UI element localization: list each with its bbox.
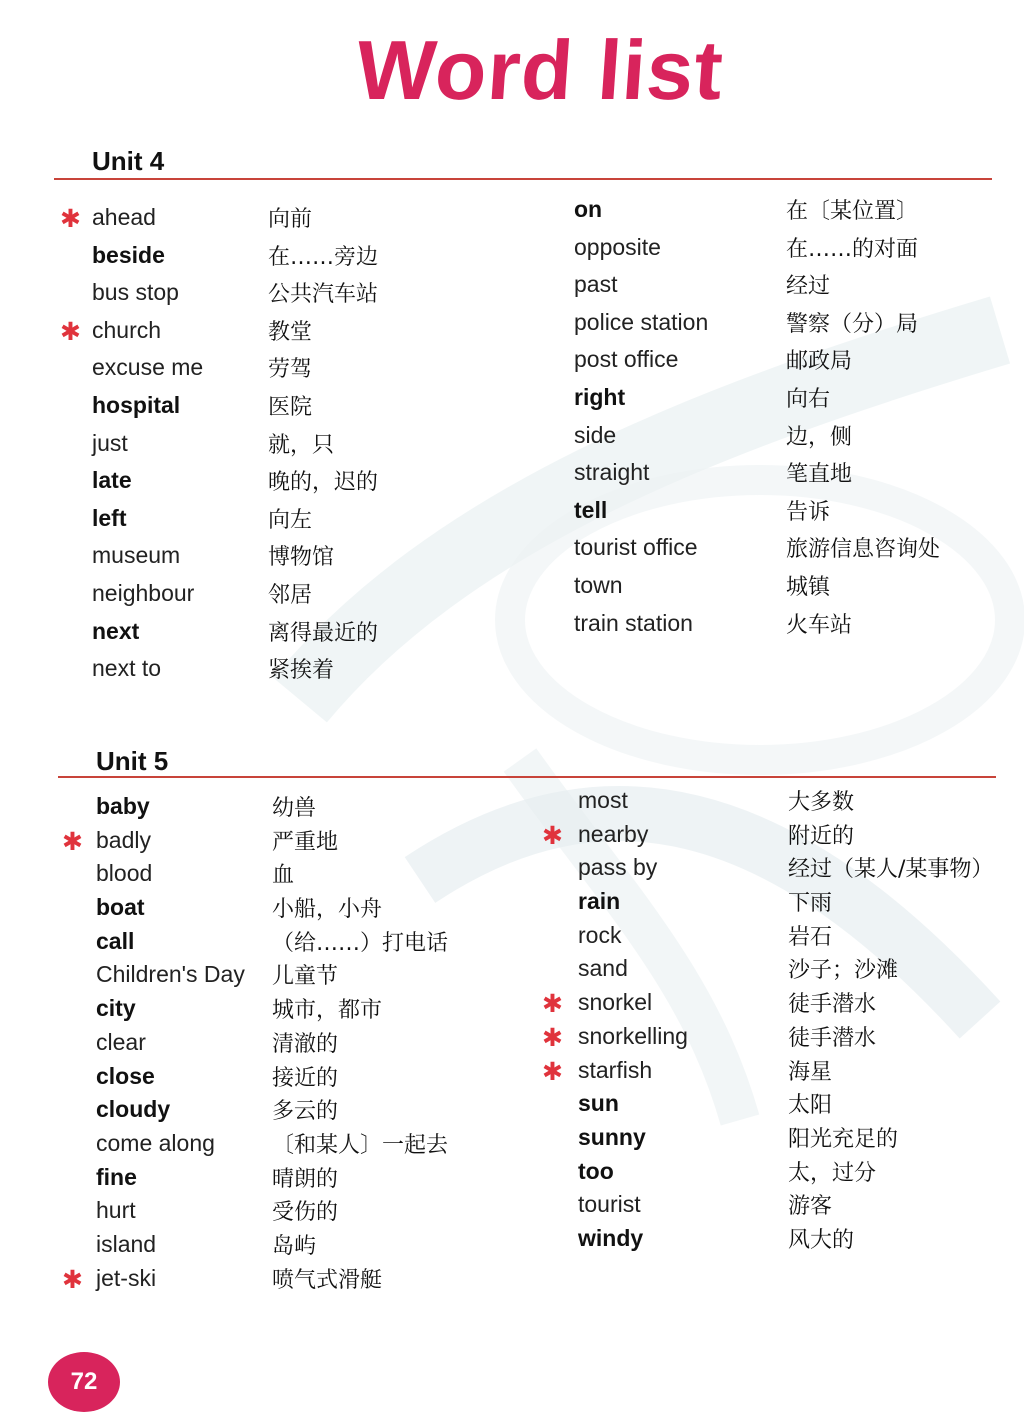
word-meaning: 经过 bbox=[786, 274, 831, 300]
word-text: most bbox=[578, 787, 628, 813]
word-text: snorkelling bbox=[578, 1022, 688, 1049]
unit-heading: Unit 4 bbox=[92, 146, 165, 176]
word-text: museum bbox=[92, 542, 181, 569]
star-icon: ✱ bbox=[62, 826, 83, 856]
word-text: sunny bbox=[578, 1123, 646, 1150]
word-text: just bbox=[92, 429, 128, 456]
word-meaning: 城市，都市 bbox=[272, 998, 383, 1024]
word-text: opposite bbox=[574, 233, 661, 260]
word-meaning: 岛屿 bbox=[272, 1233, 317, 1259]
word-text: boat bbox=[96, 894, 145, 921]
star-icon: ✱ bbox=[542, 1056, 563, 1086]
word-text: ahead bbox=[92, 204, 156, 230]
word-meaning: 清澈的 bbox=[272, 1031, 339, 1057]
star-icon: ✱ bbox=[60, 316, 81, 346]
word-meaning: 向前 bbox=[268, 207, 313, 232]
word-text: hospital bbox=[92, 391, 181, 418]
word-meaning: 海星 bbox=[788, 1059, 833, 1085]
word-meaning: 下雨 bbox=[788, 891, 833, 917]
word-meaning: 严重地 bbox=[272, 829, 339, 855]
word-meaning: 向左 bbox=[268, 507, 313, 533]
word-meaning: （给……）打电话 bbox=[272, 930, 449, 956]
word-text: straight bbox=[574, 459, 650, 486]
word-text: cloudy bbox=[96, 1096, 171, 1123]
word-text: neighbour bbox=[92, 579, 195, 606]
word-meaning: 沙子；沙滩 bbox=[788, 958, 899, 984]
word-text: snorkel bbox=[578, 989, 653, 1016]
word-meaning: 小船，小舟 bbox=[272, 897, 383, 923]
word-meaning: 劳驾 bbox=[268, 357, 313, 383]
word-text: close bbox=[96, 1062, 155, 1089]
word-text: right bbox=[574, 383, 626, 410]
word-text: blood bbox=[96, 860, 153, 887]
star-icon: ✱ bbox=[60, 204, 81, 233]
star-icon: ✱ bbox=[542, 989, 563, 1019]
word-meaning: 徒手潜水 bbox=[788, 992, 877, 1018]
word-meaning: 笔直地 bbox=[786, 462, 853, 488]
word-meaning: 风大的 bbox=[788, 1227, 855, 1253]
word-meaning: 幼兽 bbox=[272, 796, 317, 821]
word-meaning: 附近的 bbox=[788, 823, 855, 849]
word-meaning: 儿童节 bbox=[272, 964, 339, 990]
word-text: tell bbox=[574, 496, 608, 523]
word-text: Children's Day bbox=[96, 961, 245, 988]
word-meaning: 就，只 bbox=[268, 432, 335, 458]
word-text: baby bbox=[96, 793, 150, 819]
word-text: side bbox=[574, 421, 617, 448]
word-meaning: 医院 bbox=[268, 394, 313, 420]
word-text: tourist bbox=[578, 1191, 641, 1218]
word-meaning: 在……的对面 bbox=[786, 236, 919, 262]
word-text: pass by bbox=[578, 854, 658, 881]
word-text: city bbox=[96, 995, 136, 1022]
word-text: next bbox=[92, 617, 140, 644]
word-text: tourist office bbox=[574, 534, 698, 561]
word-text: town bbox=[574, 571, 623, 598]
word-meaning: 受伤的 bbox=[272, 1200, 339, 1226]
word-meaning: 接近的 bbox=[272, 1065, 339, 1091]
word-meaning: 旅游信息咨询处 bbox=[786, 537, 941, 563]
word-meaning: 经过（某人/某事物） bbox=[788, 857, 994, 883]
word-text: beside bbox=[92, 241, 165, 268]
word-text: call bbox=[96, 927, 135, 954]
word-meaning: 太，过分 bbox=[788, 1160, 877, 1186]
word-meaning: 告诉 bbox=[786, 499, 831, 525]
word-text: past bbox=[574, 271, 618, 298]
word-meaning: 博物馆 bbox=[268, 545, 335, 571]
word-text: windy bbox=[578, 1224, 644, 1251]
word-text: starfish bbox=[578, 1056, 653, 1083]
word-meaning: 离得最近的 bbox=[268, 620, 379, 646]
page-number: 72 bbox=[48, 1352, 120, 1412]
word-text: badly bbox=[96, 826, 151, 853]
word-meaning: 游客 bbox=[788, 1194, 833, 1220]
word-text: fine bbox=[96, 1163, 137, 1190]
word-text: island bbox=[96, 1230, 157, 1257]
section-rule bbox=[54, 178, 992, 180]
word-text: rock bbox=[578, 921, 622, 948]
word-text: excuse me bbox=[92, 354, 204, 381]
word-meaning: 血 bbox=[272, 863, 295, 889]
word-meaning: 〔和某人〕一起去 bbox=[272, 1132, 449, 1158]
word-meaning: 阳光充足的 bbox=[788, 1126, 899, 1152]
word-meaning: 晴朗的 bbox=[272, 1166, 339, 1192]
word-text: come along bbox=[96, 1129, 215, 1156]
word-text: hurt bbox=[96, 1197, 136, 1224]
word-meaning: 晚的，迟的 bbox=[268, 470, 379, 496]
word-meaning: 边，侧 bbox=[786, 424, 853, 450]
word-meaning: 太阳 bbox=[788, 1093, 833, 1119]
word-meaning: 教堂 bbox=[268, 319, 313, 345]
word-meaning: 邻居 bbox=[268, 582, 313, 608]
word-meaning: 在……旁边 bbox=[268, 244, 379, 270]
word-meaning: 警察（分）局 bbox=[786, 311, 919, 337]
section-rule bbox=[58, 776, 996, 778]
word-text: clear bbox=[96, 1028, 146, 1055]
word-text: train station bbox=[574, 609, 693, 636]
word-text: rain bbox=[578, 888, 621, 915]
word-text: church bbox=[92, 316, 162, 343]
word-meaning: 多云的 bbox=[272, 1099, 339, 1125]
word-text: post office bbox=[574, 346, 679, 373]
word-meaning: 紧挨着 bbox=[268, 658, 335, 684]
word-meaning: 大多数 bbox=[788, 790, 855, 815]
word-meaning: 火车站 bbox=[786, 612, 853, 638]
word-meaning: 向右 bbox=[786, 386, 831, 412]
page-title: Word list bbox=[353, 23, 727, 117]
word-text: nearby bbox=[578, 820, 649, 847]
word-text: bus stop bbox=[92, 279, 179, 306]
word-text: sand bbox=[578, 955, 628, 982]
word-meaning: 在〔某位置〕 bbox=[786, 199, 919, 224]
word-text: sun bbox=[578, 1090, 619, 1117]
word-text: left bbox=[92, 504, 127, 531]
word-meaning: 岩石 bbox=[788, 924, 833, 950]
star-icon: ✱ bbox=[62, 1264, 83, 1294]
unit-heading: Unit 5 bbox=[96, 746, 169, 776]
word-meaning: 公共汽车站 bbox=[268, 282, 379, 308]
word-meaning: 邮政局 bbox=[786, 349, 853, 375]
word-text: too bbox=[578, 1157, 614, 1184]
word-text: on bbox=[574, 196, 603, 222]
word-text: late bbox=[92, 467, 132, 494]
star-icon: ✱ bbox=[542, 1022, 563, 1052]
word-text: next to bbox=[92, 655, 162, 682]
word-meaning: 徒手潜水 bbox=[788, 1025, 877, 1051]
word-text: jet-ski bbox=[96, 1264, 157, 1291]
star-icon: ✱ bbox=[542, 820, 563, 850]
word-meaning: 喷气式滑艇 bbox=[272, 1267, 383, 1293]
word-text: police station bbox=[574, 308, 709, 335]
word-meaning: 城镇 bbox=[786, 574, 831, 600]
